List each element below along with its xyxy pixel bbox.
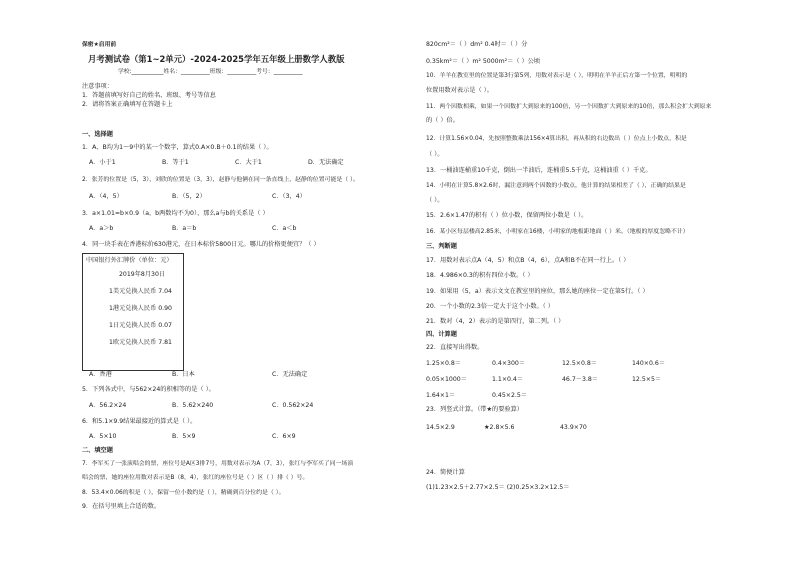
q1-option-a: A．小于1	[89, 159, 116, 166]
question-22: 22．直接写出得数。	[426, 344, 484, 351]
q6-option-a: A．5×10	[89, 433, 117, 440]
q1-option-d: D．无法确定	[308, 159, 344, 166]
q2-option-b: B．（5，2）	[172, 193, 206, 200]
question-24: 24．简便计算	[426, 469, 465, 476]
question-12-line1: 12．计算1.56×0.04，先按照整数乘法156×4算出积，再从积的右边数出（ ）位点上小数点，积是	[426, 136, 687, 142]
calc-item: 0.05×1000＝	[426, 376, 467, 383]
rate-row: 1港元兑换人民币 0.90	[109, 305, 172, 312]
vertical-calc-item: 14.5×2.9	[426, 424, 455, 431]
question-2: 2．张芳的位置是（5，3），刘欣的位置是（3，3），赵静与他俩在同一条直线上，赵静的位置可能是（ ）。	[82, 177, 359, 183]
calc-item: 140×0.6＝	[632, 360, 666, 367]
question-3: 3．a×1.01=b×0.9（a，b两数均不为0），那么a与b的关系是（ ）	[82, 210, 269, 217]
question-5: 5．下列各式中，与562×24的积相等的是（ ）。	[82, 386, 215, 393]
calc-item: 46.7－3.8＝	[562, 376, 598, 383]
section-heading-judge: 三、判断题	[426, 243, 457, 250]
section-heading-choice: 一、选择题	[82, 131, 113, 138]
notice-item-2: 2．请将答案正确填写在答题卡上	[82, 101, 173, 108]
question-18: 18．4.986×0.3的积有四位小数。（ ）	[426, 272, 534, 279]
rate-row: 1美元兑换人民币 7.04	[109, 288, 172, 295]
q2-option-c: C．（3，4）	[272, 193, 306, 200]
question-17: 17．用数对表示点A（4，5）和点B（4，6），点A和B不在同一行上。（ ）	[426, 257, 630, 264]
question-1: 1．A、B均为1～9中的某一个数字，算式0.A×0.B＋0.1的结果（ ）。	[82, 144, 273, 151]
q3-option-a: A．a＞b	[89, 225, 114, 232]
question-4: 4．同一块手表在香港标价630港元，在日本标价5800日元。哪儿的价格更便宜？（ ）	[82, 241, 320, 248]
q1-option-c: C．大于1	[235, 159, 262, 166]
simplified-calc: (1)1.23×2.5＋2.77×2.5＝ (2)0.25×3.2×12.5＝	[426, 484, 570, 491]
q5-option-b: B．5.62×240	[172, 402, 214, 409]
question-20: 20．一个小数的2.3倍一定大于这个小数。（ ）	[426, 303, 554, 310]
question-23: 23．列竖式计算。（带★的要验算）	[426, 406, 523, 413]
section-heading-fill: 二、填空题	[82, 447, 113, 454]
question-14-line1: 14．小明在计算5.8×2.6时，漏注意到两个因数的小数点，他计算的结果相差了（ ），正确的结果是	[426, 183, 686, 189]
question-19: 19．如果用（5，a）表示文文在教室里的座位，那么她的座位一定在第5行。（ ）	[426, 288, 649, 295]
question-10-line2: 位置用数对表示是（ ）。	[426, 87, 493, 94]
q5-option-c: C．0.562×24	[272, 402, 314, 409]
student-info-line: 学校:___________姓名：__________班级：__________考号：__________	[118, 69, 303, 75]
secret-label: 保密★启用前	[82, 42, 117, 48]
question-16: 16．某小区每层楼高2.85米，小明家在16楼，小明家的地板距地面（ ）米。（地板的厚度忽略不计）	[426, 229, 689, 235]
calc-item: 1.64×1＝	[426, 392, 456, 399]
q6-option-b: B．5×9	[172, 433, 196, 440]
unit-conversion-line2: 0.35km²＝（ ）m² 5000m²＝（ ）公顷	[426, 58, 541, 65]
question-10-line1: 10．羊羊在教室里的位置是第3行第5列，用数对表示是（ ），明明在羊羊正后方第一个位置，明明的	[426, 73, 688, 79]
question-15: 15．2.6×1.47的积有（ ）位小数，保留两位小数是（ ）。	[426, 212, 588, 219]
q5-option-a: A．56.2×24	[89, 402, 127, 409]
calc-item: 12.5×5＝	[632, 376, 662, 383]
rate-box-date: 2019年8月30日	[119, 271, 166, 278]
q2-option-a: A．（4，5）	[89, 193, 123, 200]
vertical-calc-item: 43.9×70	[560, 424, 587, 431]
question-14-line2: （ ）。	[426, 197, 444, 204]
q4-option-a: A．香港	[89, 371, 112, 378]
notice-item-1: 1．答题前填写好自己的姓名、班级、考号等信息	[82, 92, 216, 99]
question-6: 6．和5.1×9.9结果最接近的算式是（ ）。	[82, 418, 197, 425]
question-21: 21．数对（4，2）表示的是第四行，第二列。（ ）	[426, 318, 565, 325]
calc-item: 0.45×2.5＝	[492, 392, 527, 399]
notice-heading: 注意事项：	[82, 83, 113, 90]
calc-item: 12.5×0.8＝	[562, 360, 597, 367]
question-11-line1: 11．两个因数相乘，如果一个因数扩大到原来的100倍，另一个因数扩大到原来的10倍，那么积会扩大到原来	[426, 104, 712, 110]
question-7-line2: 唱会的票，她的座位用数对表示是B（8，4），张红的座位号是（ ）区（ ）排（ ）号。	[82, 475, 309, 481]
unit-conversion-line1: 820cm²＝（ ）dm² 0.4时＝（ ）分	[426, 41, 528, 48]
q4-option-b: B．日本	[172, 371, 195, 378]
calc-item: 0.4×300＝	[492, 360, 526, 367]
page-title: 月考测试卷（第1~2单元）-2024-2025学年五年级上册数学人教版	[88, 54, 345, 64]
question-9: 9．在括号里填上合适的数。	[82, 503, 161, 510]
rate-box-title: 中国银行外汇牌价（单位：元）	[86, 257, 173, 264]
section-heading-calc: 四、计算题	[426, 331, 457, 338]
exchange-rate-box	[82, 253, 184, 371]
q3-option-b: B．a＝b	[172, 225, 197, 232]
question-12-line2: （ ）。	[426, 151, 444, 158]
question-11-line2: 的（ ）倍。	[426, 117, 459, 124]
vertical-calc-item: ★2.8×5.6	[484, 424, 515, 431]
calc-item: 1.1×0.4＝	[492, 376, 524, 383]
q4-option-c: C．无法确定	[272, 371, 308, 378]
question-7-line1: 7．李军买了一张演唱会的票，座位号是A区3排7号，用数对表示为A（7，3），张红与李军买了同一场演	[82, 461, 354, 467]
question-8: 8．53.4×0.06的积是（ ），保留一位小数约是（ ），精确到百分位约是（ ）。	[82, 490, 285, 496]
question-13: 13．一桶油连桶重10千克，倒出一半油后，连桶重5.5千克，这桶油重（ ）千克。	[426, 167, 652, 174]
q3-option-c: C．a＜b	[272, 225, 297, 232]
rate-row: 1日元兑换人民币 0.07	[109, 322, 172, 329]
q6-option-c: C．6×9	[272, 433, 296, 440]
calc-item: 1.25×0.8＝	[426, 360, 461, 367]
q1-option-b: B．等于1	[162, 159, 189, 166]
rate-row: 1欧元兑换人民币 7.81	[109, 339, 172, 346]
